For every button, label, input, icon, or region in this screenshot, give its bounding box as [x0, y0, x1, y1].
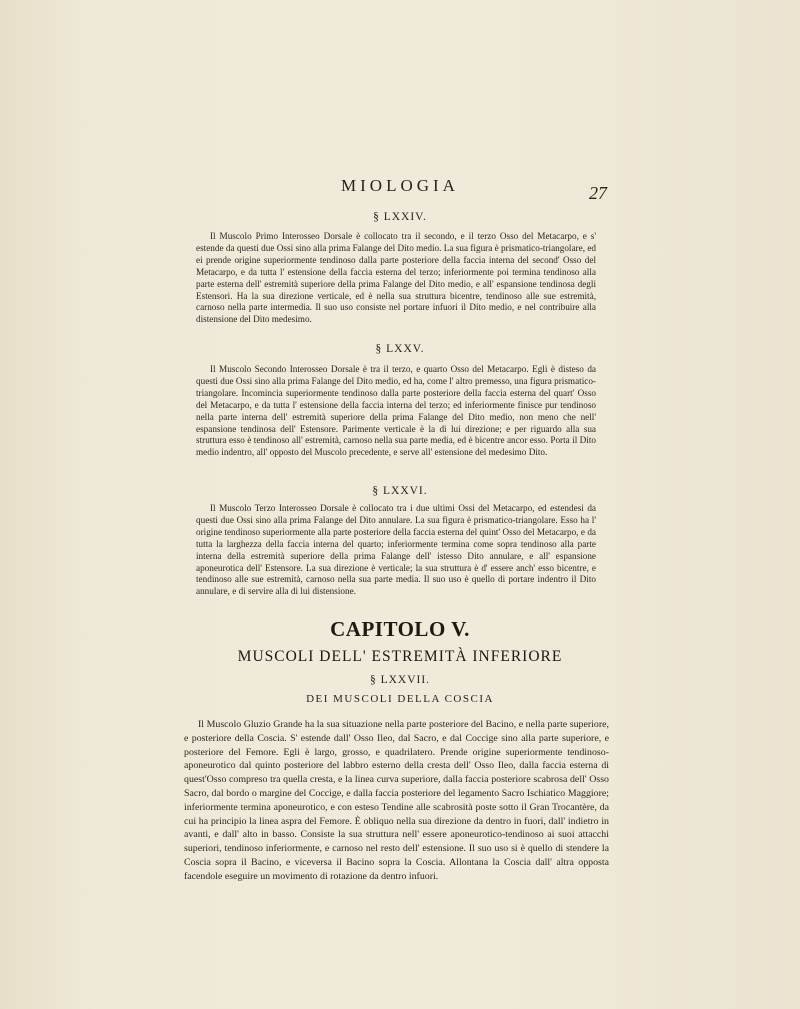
- section-heading-lxxvi: § LXXVI.: [372, 485, 428, 497]
- page-number: 27: [589, 183, 607, 203]
- section-title: DEI MUSCOLI DELLA COSCIA: [306, 693, 494, 705]
- paragraph-lxxv: Il Muscolo Secondo Interosseo Dorsale è tra il terzo, e quarto Osso del Metacarpo. Egli è disteso da questi due Ossi sino alla prima Falange del Dito medio, ed ha, come l' altro premesso, una figura prismatico-triangolare. Incomincia superiormente tendinoso dalla parte posteriore della faccia esterna del quart' Osso del Metacarpo, e da tutta l' estensione della faccia interna del terzo; ed inferiormente finisce pur tendinoso nella parte interna dell' estremità superiore della prima Falange del Dito medio, non meno che nell' espansione tendinosa dell' Estensore. Parimente verticale è la di lui direzione; e per riguardo alla sua struttura esso è tendinoso all' estremità, carnoso nella sua parte media, ed è bicentre ancor esso. Porta il Dito medio indentro, all' opposto del Muscolo precedente, e serve all' estensione del medesimo Dito.: [196, 364, 596, 458]
- chapter-title: CAPITOLO V.: [330, 617, 470, 641]
- chapter-subtitle: MUSCOLI DELL' ESTREMITÀ INFERIORE: [237, 648, 563, 665]
- paragraph-lxxvii: Il Muscolo Gluzio Grande ha la sua situazione nella parte posteriore del Bacino, e nella parte superiore, e posteriore della Coscia. S' estende dall' Osso Ileo, dal Sacro, e dal Coccige sino alla parte superiore, e posteriore del Femore. Egli è largo, grosso, e quadrilatero. Prende origine superiormente tendinoso-aponeurotico dal quinto posteriore del labbro esterno della cresta dell' Osso Ileo, dalla faccia esterna di quest'Osso compreso tra quella cresta, e la linea curva superiore, dalla faccia posteriore scabrosa dell' Osso Sacro, dal bordo o margine del Coccige, e dalla faccia posteriore del legamento Sacro Ischiatico Maggiore; inferiormente termina aponeurotico, e con esteso Tendine alle scabrosità poste sotto il Gran Trocantère, da cui ha principio la linea aspra del Femore. È obliquo nella sua direzione da dentro in fuori, dall' indietro in avanti, e dall' alto in basso. Consiste la sua struttura nell' essere aponeurotico-tendinoso ai suoi attacchi superiori, tendinoso inferiormente, e carnoso nel resto dell' estensione. Il suo uso si è quello di stendere la Coscia sopra il Bacino, e viceversa il Bacino sopra la Coscia. Allontana la Coscia dall' altra opposta facendole eseguire un movimento di rotazione da dentro infuori.: [184, 719, 609, 882]
- section-heading-lxxv: § LXXV.: [375, 343, 425, 355]
- paragraph-lxxvi: Il Muscolo Terzo Interosseo Dorsale è collocato tra i due ultimi Ossi del Metacarpo, ed estendesi da questi due Ossi sino alla prima Falange del Dito annulare. La sua figura è prismatico-triangolare. Esso ha l' origine tendinoso superiormente alla parte posteriore della faccia esterna del quint' Osso del Metacarpo, e da tutta la larghezza della faccia interna del quarto; inferiormente termina come sopra tendinoso alla parte interna della estremità superiore della prima Falange dell' istesso Dito annulare, e all' espansione aponeurotica dell' Estensore. La sua direzione è verticale; la sua struttura è d' essere anch' esso bicentre, e tendinoso alle sue estremità, carnoso nella sua parte media. Il suo uso è quello di portare indentro il Dito annulare, e di servire alla di lui distensione.: [196, 503, 596, 597]
- section-heading-lxxvii: § LXXVII.: [369, 674, 431, 686]
- paragraph-lxxiv: Il Muscolo Primo Interosseo Dorsale è collocato tra il secondo, e il terzo Osso del Metacarpo, e s' estende da questi due Ossi sino alla prima Falange del Dito medio. La sua figura è prismatico-triangolare, ed ei prende origine superiormente tendinoso dalla parte posteriore della faccia interna del second' Osso del Metacarpo, e da tutta l' estensione della faccia esterna del terzo; inferiormente poi termina tendinoso alla parte esterna dell' estremità superiore della prima Falange del Dito medio, e all' espansione tendinosa degli Estensori. Ha la sua direzione verticale, ed è nella sua struttura bicentre, tendinoso alle sue estremità, carnoso nella parte intermedia. Il suo uso consiste nel portare infuori il Dito medio, e nel contribuire alla distensione del Dito medesimo.: [196, 231, 596, 325]
- section-heading-lxxiv: § LXXIV.: [373, 211, 427, 223]
- running-title: MIOLOGIA: [341, 176, 459, 195]
